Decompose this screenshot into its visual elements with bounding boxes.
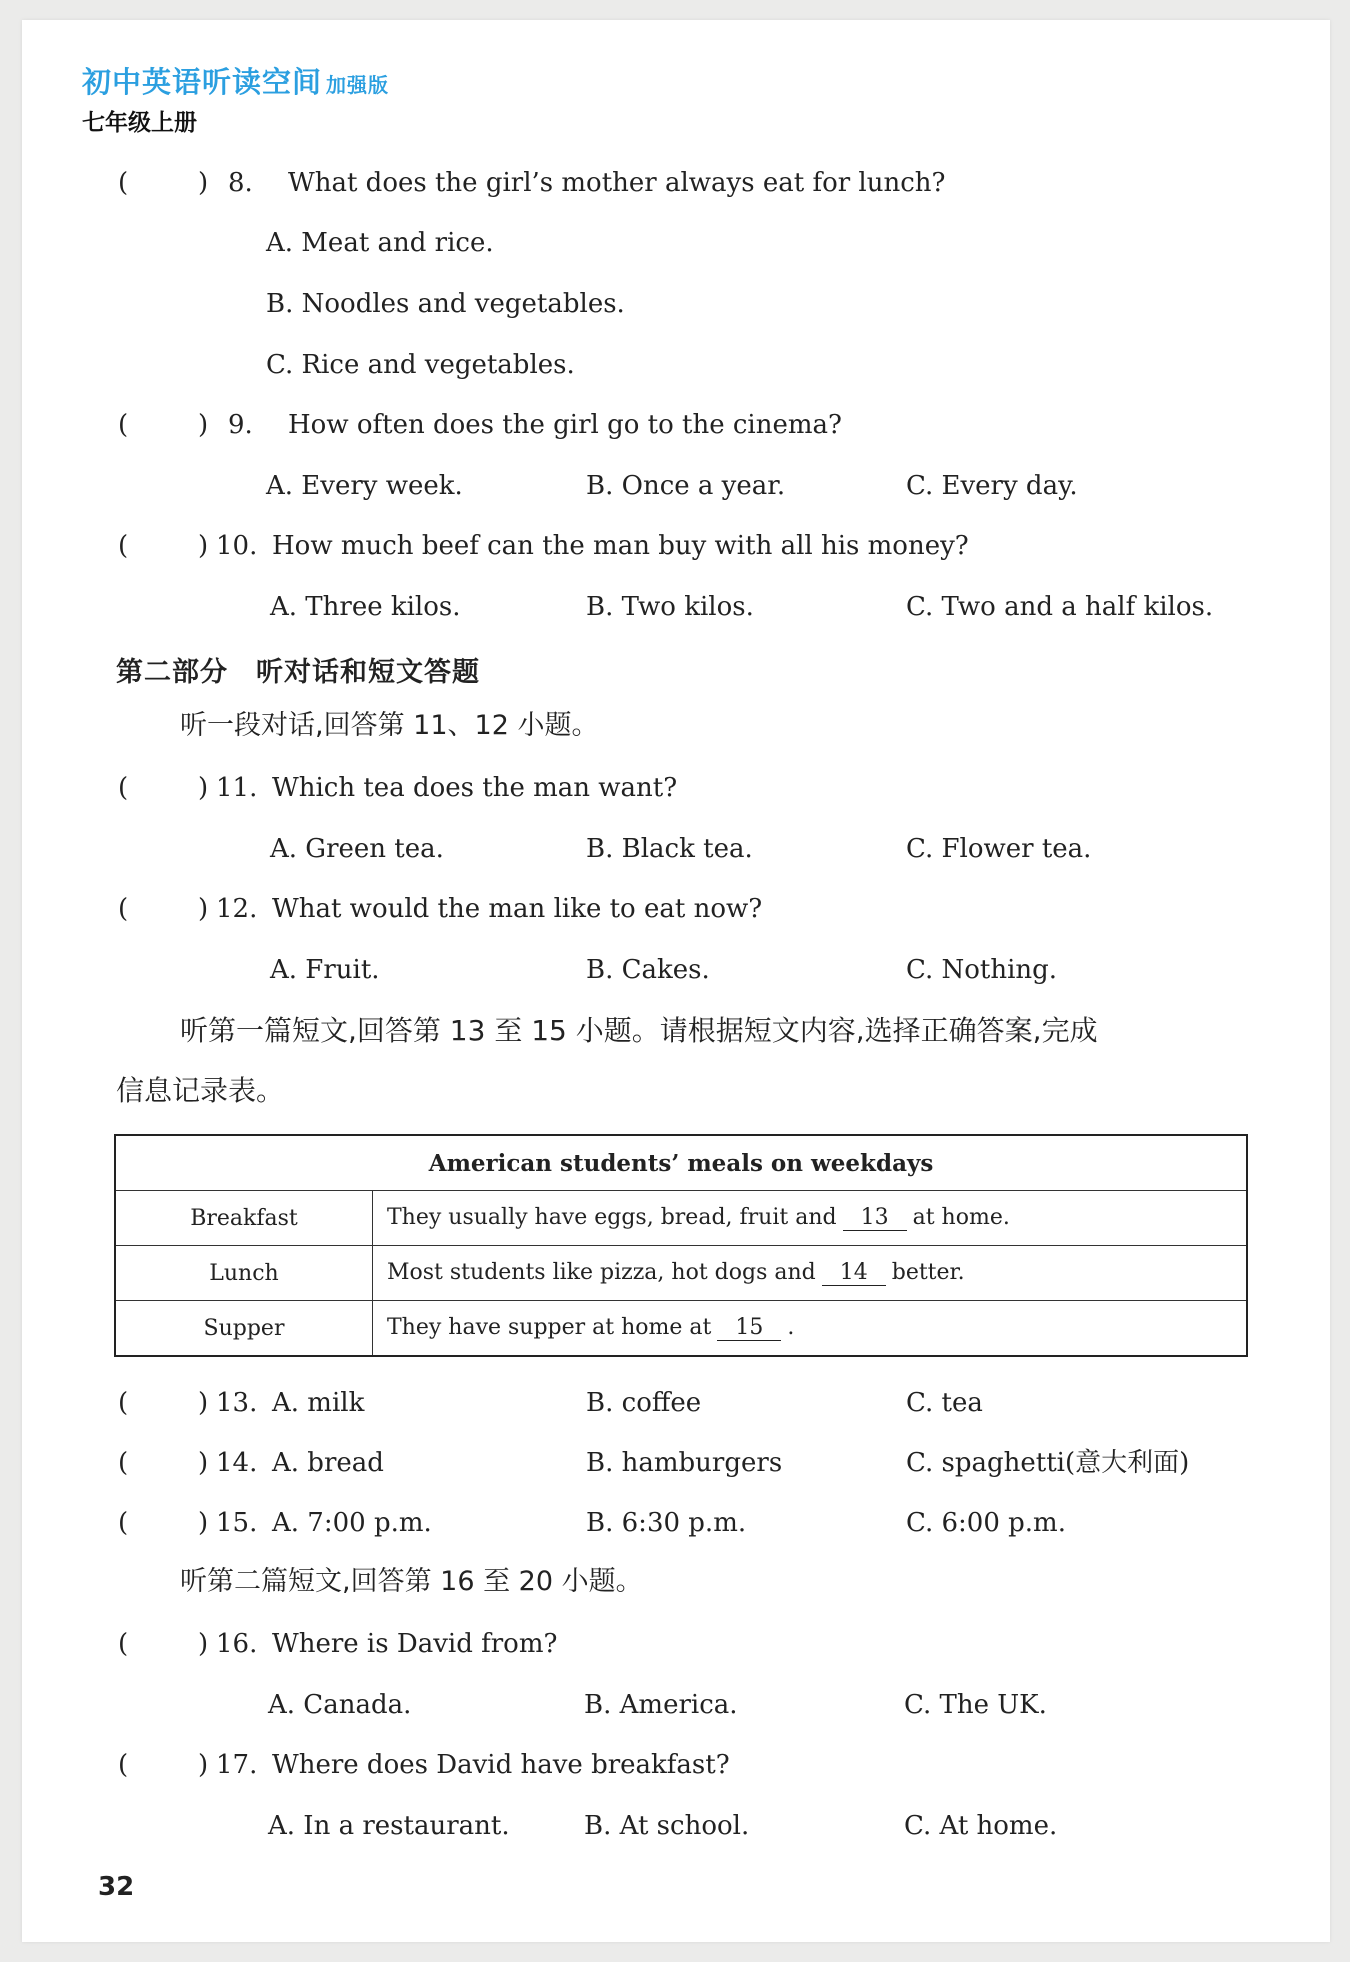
q14-option-b: B. hamburgers xyxy=(586,1448,783,1478)
q17-option-b: B. At school. xyxy=(584,1811,750,1841)
answer-paren-close: ) xyxy=(198,531,209,561)
answer-paren-open: ( xyxy=(118,1750,129,1780)
question-number: 17. xyxy=(216,1750,258,1780)
answer-paren-close: ) xyxy=(198,773,209,803)
q8-option-c: C. Rice and vegetables. xyxy=(266,350,575,380)
question-text: Where is David from? xyxy=(272,1629,558,1659)
answer-paren-open: ( xyxy=(118,168,129,198)
q8-option-b: B. Noodles and vegetables. xyxy=(266,289,625,319)
question-number: 11. xyxy=(216,773,258,803)
question-text: How often does the girl go to the cinema? xyxy=(288,410,842,440)
question-number: 10. xyxy=(216,531,258,561)
q9-option-a: A. Every week. xyxy=(266,471,463,501)
q12-option-a: A. Fruit. xyxy=(270,955,380,985)
answer-paren-open: ( xyxy=(118,894,129,924)
q15-option-a: A. 7:00 p.m. xyxy=(272,1508,432,1538)
q13-option-c: C. tea xyxy=(906,1388,983,1418)
q17-option-a: A. In a restaurant. xyxy=(268,1811,510,1841)
question-number: 9. xyxy=(228,410,253,440)
question-text: What would the man like to eat now? xyxy=(272,894,763,924)
q17-option-c: C. At home. xyxy=(904,1811,1058,1841)
question-text: How much beef can the man buy with all his money? xyxy=(272,531,969,561)
sentence-text: better. xyxy=(891,1260,965,1285)
question-text: Where does David have breakfast? xyxy=(272,1750,730,1780)
book-brand xyxy=(82,60,389,101)
blank-14: 14 xyxy=(822,1260,886,1286)
answer-paren-close: ) xyxy=(198,410,209,440)
meal-description xyxy=(373,1301,1248,1357)
question-number: 13. xyxy=(216,1388,258,1418)
q11-option-b: B. Black tea. xyxy=(586,834,753,864)
blank-13: 13 xyxy=(843,1205,907,1231)
meal-label: Supper xyxy=(115,1301,373,1357)
meal-description xyxy=(373,1191,1248,1246)
q11-option-a: A. Green tea. xyxy=(270,834,444,864)
q12-option-b: B. Cakes. xyxy=(586,955,710,985)
instruction-16-20: 听第二篇短文,回答第 16 至 20 小题。 xyxy=(180,1566,643,1597)
answer-paren-open: ( xyxy=(118,773,129,803)
question-number: 14. xyxy=(216,1448,258,1478)
answer-paren-open: ( xyxy=(118,1629,129,1659)
q16-option-b: B. America. xyxy=(584,1690,738,1720)
instruction-13-15: 听第一篇短文,回答第 13 至 15 小题。请根据短文内容,选择正确答案,完成 xyxy=(180,1014,1098,1047)
sentence-text: . xyxy=(787,1315,795,1340)
answer-paren-close: ) xyxy=(198,1508,209,1538)
grade-label: 七年级上册 xyxy=(82,110,197,136)
sentence-text: at home. xyxy=(912,1205,1010,1230)
q10-option-a: A. Three kilos. xyxy=(270,592,461,622)
q15-option-b: B. 6:30 p.m. xyxy=(586,1508,747,1538)
table-row xyxy=(115,1301,1247,1357)
q11-option-c: C. Flower tea. xyxy=(906,834,1092,864)
brand-edition: 加强版 xyxy=(326,73,390,97)
info-record-table xyxy=(114,1134,1248,1357)
sentence-text: Most students like pizza, hot dogs and xyxy=(387,1260,816,1285)
sentence-text: They usually have eggs, bread, fruit and xyxy=(387,1205,837,1230)
q13-option-a: A. milk xyxy=(272,1388,365,1418)
answer-paren-open: ( xyxy=(118,410,129,440)
q9-option-c: C. Every day. xyxy=(906,471,1078,501)
page-number: 32 xyxy=(98,1872,135,1902)
answer-paren-close: ) xyxy=(198,894,209,924)
answer-paren-close: ) xyxy=(198,1629,209,1659)
q9-option-b: B. Once a year. xyxy=(586,471,786,501)
question-number: 8. xyxy=(228,168,253,198)
table-title: American students’ meals on weekdays xyxy=(115,1135,1247,1191)
answer-paren-open: ( xyxy=(118,1388,129,1418)
meal-label: Breakfast xyxy=(115,1191,373,1246)
answer-paren-close: ) xyxy=(198,1750,209,1780)
q16-option-a: A. Canada. xyxy=(268,1690,412,1720)
q13-option-b: B. coffee xyxy=(586,1388,702,1418)
answer-paren-open: ( xyxy=(118,1508,129,1538)
instruction-13-15-cont: 信息记录表。 xyxy=(116,1074,285,1107)
q10-option-c: C. Two and a half kilos. xyxy=(906,592,1214,622)
q16-option-c: C. The UK. xyxy=(904,1690,1047,1720)
table-row xyxy=(115,1191,1247,1246)
answer-paren-close: ) xyxy=(198,1388,209,1418)
section-title: 第二部分 听对话和短文答题 xyxy=(116,657,480,688)
answer-paren-open: ( xyxy=(118,1448,129,1478)
table-row xyxy=(115,1246,1247,1301)
blank-15: 15 xyxy=(717,1315,781,1341)
sentence-text: They have supper at home at xyxy=(387,1315,712,1340)
q14-option-a: A. bread xyxy=(272,1448,384,1478)
q14-option-c: C. spaghetti(意大利面) xyxy=(906,1448,1190,1478)
meal-description xyxy=(373,1246,1248,1301)
q10-option-b: B. Two kilos. xyxy=(586,592,754,622)
q8-option-a: A. Meat and rice. xyxy=(266,228,494,258)
question-text: What does the girl’s mother always eat for lunch? xyxy=(288,168,946,198)
question-text: Which tea does the man want? xyxy=(272,773,678,803)
brand-title: 初中英语听读空间 xyxy=(82,65,323,99)
answer-paren-close: ) xyxy=(198,168,209,198)
question-number: 15. xyxy=(216,1508,258,1538)
q15-option-c: C. 6:00 p.m. xyxy=(906,1508,1066,1538)
answer-paren-open: ( xyxy=(118,531,129,561)
instruction-11-12: 听一段对话,回答第 11、12 小题。 xyxy=(180,710,599,741)
question-number: 12. xyxy=(216,894,258,924)
meal-label: Lunch xyxy=(115,1246,373,1301)
answer-paren-close: ) xyxy=(198,1448,209,1478)
question-number: 16. xyxy=(216,1629,258,1659)
q12-option-c: C. Nothing. xyxy=(906,955,1058,985)
